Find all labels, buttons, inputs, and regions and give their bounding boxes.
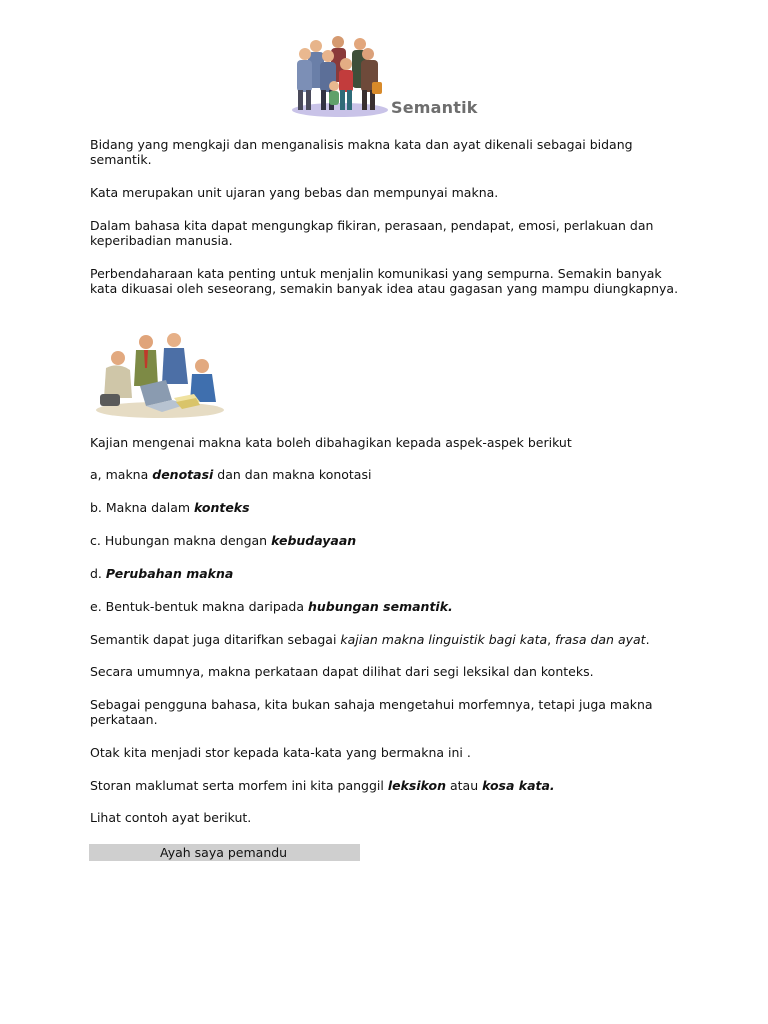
storan-paragraph: Storan maklumat serta morfem ini kita panggil leksikon atau kosa kata. [90,778,555,793]
group-people-clipart [288,34,392,118]
definition-paragraph: Semantik dapat juga ditarifkan sebagai kajian makna linguistik bagi kata, frasa dan ayat. [90,632,650,647]
aspect-item-d: d. Perubahan makna [90,566,234,581]
paragraph-otak: Otak kita menjadi stor kepada kata-kata yang bermakna ini . [90,745,471,760]
people-laptop-clipart [92,328,226,420]
paragraph-pengguna: Sebagai pengguna bahasa, kita bukan sahaja mengetahui morfemnya, tetapi juga makna perkataan. [90,697,653,727]
intro-paragraph-1: Bidang yang mengkaji dan menganalisis makna kata dan ayat dikenali sebagai bidang semantik. [90,137,633,167]
aspect-item-a: a, makna denotasi dan dan makna konotasi [90,467,372,482]
aspect-item-e: e. Bentuk-bentuk makna daripada hubungan semantik. [90,599,453,614]
intro-paragraph-3: Dalam bahasa kita dapat mengungkap fikiran, perasaan, pendapat, emosi, perlakuan dan keperibadian manusia. [90,218,654,248]
aspect-item-c: c. Hubungan makna dengan kebudayaan [90,533,357,548]
page-title: Semantik [391,98,478,117]
aspect-item-b: b. Makna dalam konteks [90,500,250,515]
aspects-intro: Kajian mengenai makna kata boleh dibahagikan kepada aspek-aspek berikut [90,435,572,450]
example-intro: Lihat contoh ayat berikut. [90,810,252,825]
intro-paragraph-4: Perbendaharaan kata penting untuk menjalin komunikasi yang sempurna. Semakin banyak kata dikuasai oleh seseorang, semakin banyak idea atau gagasan yang mampu diungkapnya. [90,266,679,296]
paragraph-leksikal: Secara umumnya, makna perkataan dapat dilihat dari segi leksikal dan konteks. [90,664,594,679]
example-sentence: Ayah saya pemandu [160,845,288,860]
intro-paragraph-2: Kata merupakan unit ujaran yang bebas dan mempunyai makna. [90,185,499,200]
